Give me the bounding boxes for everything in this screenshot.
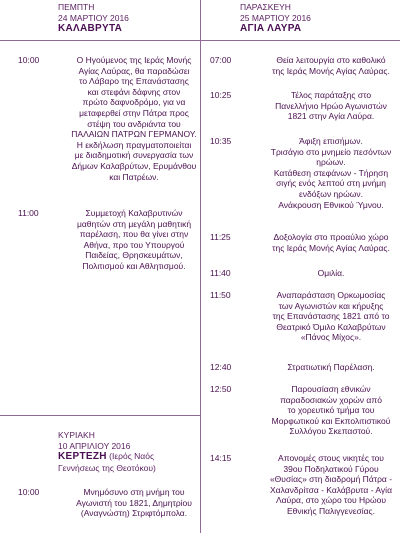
- day-label: ΠΑΡΑΣΚΕΥΗ: [240, 2, 291, 12]
- date-label: 24 ΜΑΡΤΙΟΥ 2016: [58, 12, 129, 23]
- place-label: ΚΑΛΑΒΡΥΤΑ: [58, 23, 123, 34]
- day-label: ΠΕΜΠΤΗ: [58, 2, 95, 12]
- event-time: 12:40: [210, 362, 232, 372]
- event-text: Απονομές στους νικητές του 39ου Ποδηλατικού Γύρου «Θυσίας» στη διαδρομή Πάτρα - Χαλανδρίτσα - Καλάβρυτα - Αγία Λαύρα, στο χώρο του Ηρώου Εθνικής Παλιγγενεσίας.: [269, 453, 393, 516]
- event-text: Συμμετοχή Καλαβρυτινών μαθητών στη μεγάλη μαθητική παρέλαση, που θα γίνει στην Αθήνα, προ του Υπουργού Παιδείας, Θρησκευμάτων, Πολιτισμού και Αθλητισμού.: [76, 208, 192, 271]
- event-text: Άφιξη επισήμων. Τρισάγιο στο μνημείο πεσόντων ηρώων. Κατάθεση στεφάνων - Τήρηση σιγής ενός λεπτού στη μνήμη ενδόξων ηρώων. Ανάκρουση Εθνικού Ύμνου.: [270, 136, 392, 210]
- event-time: 11:40: [210, 268, 231, 278]
- event-time: 10:00: [18, 487, 40, 497]
- event-time: 11:25: [210, 232, 231, 242]
- date-label: 25 ΜΑΡΤΙΟΥ 2016: [240, 12, 311, 23]
- event-time: 11:50: [210, 290, 231, 300]
- left-column: [0, 0, 200, 533]
- right-column: [200, 0, 400, 533]
- event-text: Ομιλία.: [317, 268, 345, 278]
- date-label: 10 ΑΠΡΙΛΙΟΥ 2016: [58, 440, 131, 451]
- event-text: Μνημόσυνο στη μνήμη του Αγωνιστή του 1821, Δημητρίου (Αναγνώστη) Στριφτόμπολα.: [76, 487, 192, 519]
- event-time: 12:50: [210, 384, 232, 394]
- day-label: ΚΥΡΙΑΚΗ: [58, 430, 95, 440]
- event-text: Παρουσίαση εθνικών παραδοσιακών χορών από το χορευτικό τμήμα του Μορφωτικού και Εκπολιτιστικού Συλλόγου Σκεπαστού.: [271, 384, 391, 437]
- thursday-header: [58, 2, 198, 35]
- event-text: Τέλος παράταξης στο Πανελλήνιο Ηρώο Αγωνιστών 1821 στην Αγία Λαύρα.: [275, 90, 387, 122]
- event-text: Στρατιωτική Παρέλαση.: [287, 362, 375, 372]
- sunday-header: [58, 430, 198, 474]
- event-text: Θεία λειτουργία στο καθολικό της Ιεράς Μονής Αγίας Λαύρας.: [272, 55, 390, 76]
- header-divider: [200, 40, 400, 41]
- event-text: Ο Ηγούμενος της Ιεράς Μονής Αγίας Λαύρας, θα παραδώσει το Λάβαρο της Επανάστασης και στεφάνι δάφνης στον πρώτο δαφνοδρόμο, για να μεταφερθεί στην Πάτρα προς στέψη του ανδριάντα του ΠΑΛΑΙΩΝ ΠΑΤΡΩΝ ΓΕΡΜΑΝΟΥ. Η εκδήλωση πραγματοποιείται με διαδημοτική συνεργασία των Δήμων Καλαβρύτων, Ερυμάνθου και Πατρέων.: [71, 55, 197, 182]
- event-time: 07:00: [210, 55, 232, 65]
- place-note-2: Γεννήσεως της Θεοτόκου): [58, 463, 156, 473]
- place-note: (Ιερός Ναός: [109, 451, 155, 461]
- event-text: Αναπαράσταση Ορκωμοσίας των Αγωνιστών και κήρυξης της Επανάστασης 1821 από το Θεατρικό Όμιλο Καλαβρύτων «Πάνος Μίχος».: [272, 290, 390, 343]
- event-text: Δοξολογία στο προαύλιο χώρο της Ιεράς Μονής Αγίας Λαύρας.: [272, 232, 390, 253]
- friday-header: [240, 2, 390, 35]
- event-time: 14:15: [210, 453, 232, 463]
- place-label: ΚΕΡΤΕΖΗ: [58, 451, 107, 462]
- place-label: ΑΓΙΑ ΛΑΥΡΑ: [240, 23, 302, 34]
- event-time: 11:00: [18, 208, 39, 218]
- event-time: 10:00: [18, 55, 40, 65]
- event-time: 10:25: [210, 90, 232, 100]
- header-divider: [0, 40, 200, 41]
- event-time: 10:35: [210, 136, 232, 146]
